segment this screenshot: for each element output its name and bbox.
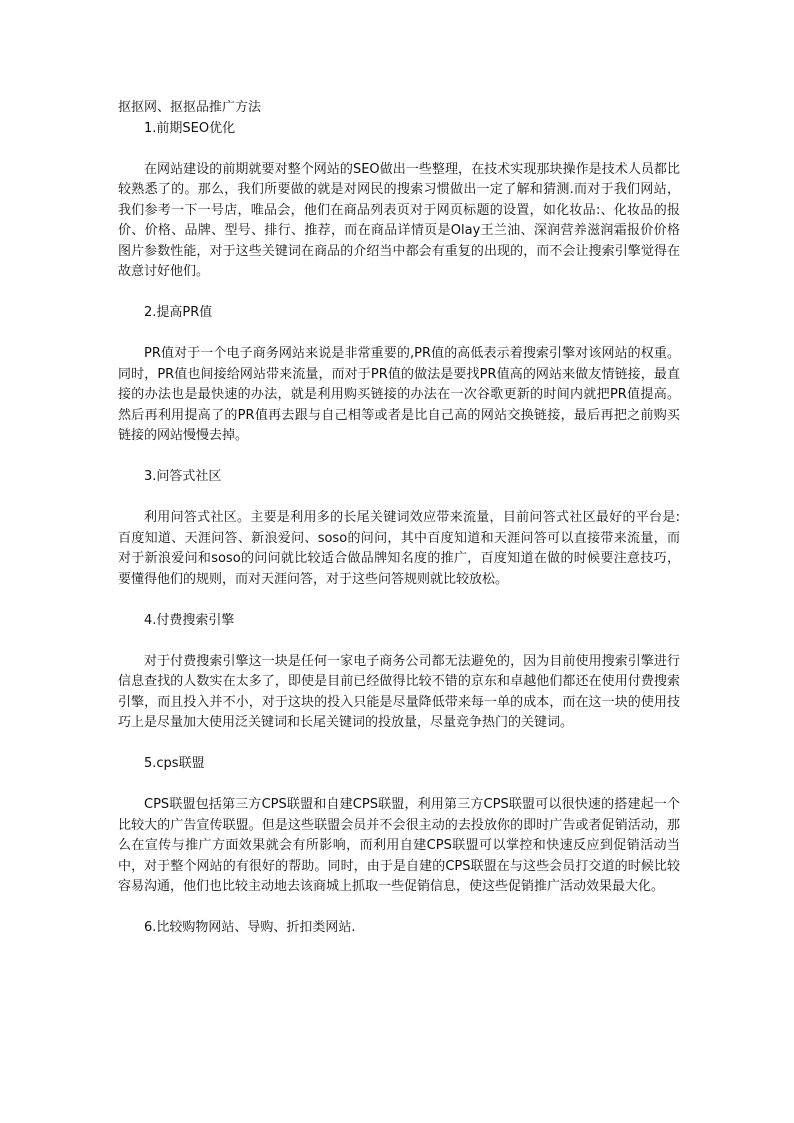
section-seo: [118, 119, 680, 304]
section-heading: 2.提高PR值: [144, 305, 213, 320]
section-heading: 1.前期SEO优化: [144, 120, 236, 136]
document-title: 抠抠网、抠抠品推广方法: [118, 100, 262, 115]
section-paragraph: 利用问答式社区。主要是利用多的长尾关键词效应带来流量，目前问答式社区最好的平台是:百度知道、天涯问答、新浪爱问、soso的问问，其中百度知道和天涯问答可以直接带来流量，而对于新浪爱问和soso的问问就比较适合做品牌知名度的推广，百度知道在做的时候要注意技巧，要懂得他们的规则，而对天涯问答，对于这些问答规则就比较放松。: [118, 510, 680, 587]
spacer: [118, 324, 680, 345]
spacer: [118, 283, 680, 304]
section-paragraph: CPS联盟包括第三方CPS联盟和自建CPS联盟，利用第三方CPS联盟可以很快速的搭建起一个比较大的广告宣传联盟。但是这些联盟会员并不会很主动的去投放你的即时广告或者促销活动，那么在宣传与推广方面效果就会有所影响，而利用自建CPS联盟可以掌控和快速反应到促销活动当中，对于整个网站的有很好的帮助。同时，由于是自建的CPS联盟在与这些会员打交道的时候比较容易沟通，他们也比较主动地去该商城上抓取一些促销信息，使这些促销推广活动效果最大化。: [118, 797, 680, 894]
spacer: [118, 139, 680, 160]
section-cps-alliance: [118, 754, 680, 918]
spacer: [118, 488, 680, 509]
spacer: [118, 447, 680, 468]
spacer: [118, 631, 680, 652]
spacer: [118, 898, 680, 919]
section-paragraph: PR值对于一个电子商务网站来说是非常重要的,PR值的高低表示着搜索引擎对该网站的权重。同时，PR值也间接给网站带来流量，而对于PR值的做法是要找PR值高的网站来做友情链接，最直接的办法也是最快速的办法，就是利用购买链接的办法在一次谷歌更新的时间内就把PR值提高。然后再利用提高了的PR值再去跟与自己相等或者是比自己高的网站交换链接，最后再把之前购买链接的网站慢慢去掉。: [118, 346, 680, 443]
section-paragraph: 对于付费搜索引擎这一块是任何一家电子商务公司都无法避免的，因为目前使用搜索引擎进行信息查找的人数实在太多了，即使是目前已经做得比较不错的京东和卓越他们都还在使用付费搜索引擎，而且投入并不小，对于这块的投入只能是尽量降低带来每一单的成本，而在这一块的使用技巧上是尽量加大使用泛关键词和长尾关键词的投放量，尽量竞争热门的关键词。: [118, 653, 680, 730]
section-shopping-sites: [118, 918, 680, 939]
section-heading: 5.cps联盟: [144, 756, 205, 771]
section-pr-value: [118, 303, 680, 467]
section-heading: 6.比较购物网站、导购、折扣类网站.: [144, 920, 356, 935]
section-qa-community: [118, 467, 680, 611]
spacer: [118, 734, 680, 755]
section-heading: 4.付费搜索引擎: [144, 612, 235, 628]
document-content: [118, 98, 680, 939]
spacer: [118, 775, 680, 796]
section-paragraph: 在网站建设的前期就要对整个网站的SEO做出一些整理，在技术实现那块操作是技术人员都比较熟悉了的。那么，我们所要做的就是对网民的搜索习惯做出一定了解和猜测.而对于我们网站，我们参考一下一号店，唯品会，他们在商品列表页对于网页标题的设置，如化妆品:、化妆品的报价、价格、品牌、型号、排行、推荐，而在商品详情页是Olay王兰油、深润营养滋润霜报价价格图片参数性能，对于这些关键词在商品的介绍当中都会有重复的出现的，而不会让搜索引擎觉得在故意讨好他们。: [118, 161, 680, 279]
section-paid-search: [118, 611, 680, 755]
section-heading: 3.问答式社区: [144, 469, 222, 484]
spacer: [118, 590, 680, 611]
